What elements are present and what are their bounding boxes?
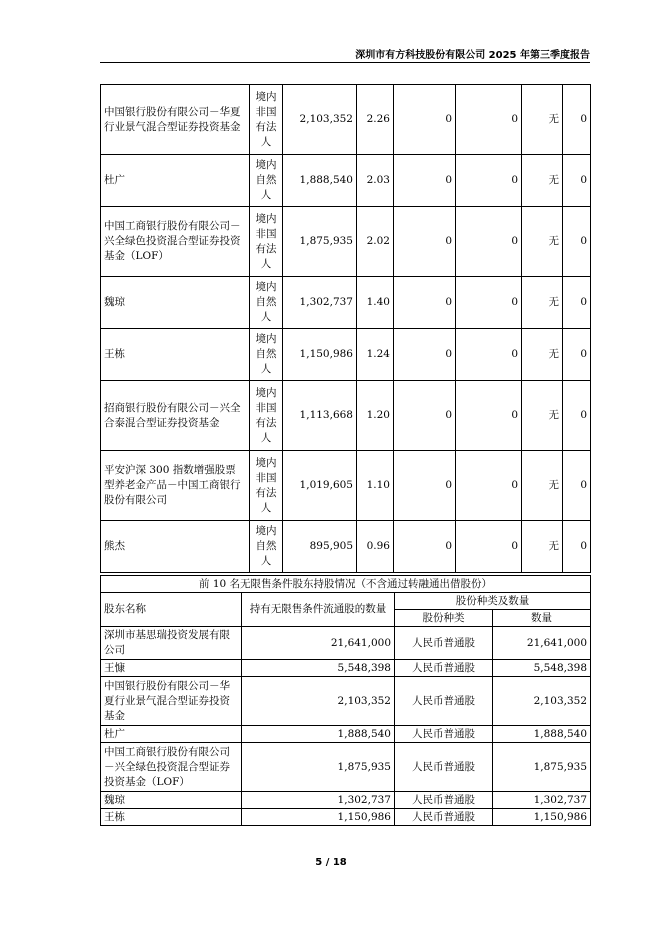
cell-status: 无 bbox=[522, 207, 563, 277]
cell-status: 无 bbox=[522, 381, 563, 451]
cell-qty: 0 bbox=[563, 521, 591, 573]
cell-pledged-incl: 0 bbox=[456, 451, 522, 521]
cell-name: 杜广 bbox=[101, 726, 242, 743]
cell-name: 中国工商银行股份有限公司－兴全绿色投资混合型证券投资基金（LOF） bbox=[101, 207, 250, 277]
table-row bbox=[101, 660, 591, 677]
cell-count: 2,103,352 bbox=[242, 677, 395, 726]
cell-status: 无 bbox=[522, 329, 563, 381]
cell-shares: 1,875,935 bbox=[283, 207, 357, 277]
cell-nature: 境内非国有法人 bbox=[250, 381, 283, 451]
cell-restricted: 0 bbox=[394, 521, 456, 573]
cell-class: 人民币普通股 bbox=[395, 677, 493, 726]
cell-status: 无 bbox=[522, 451, 563, 521]
table-row bbox=[101, 155, 591, 207]
table-row bbox=[101, 85, 591, 155]
cell-status: 无 bbox=[522, 521, 563, 573]
table-row bbox=[101, 792, 591, 809]
cell-qty: 21,641,000 bbox=[493, 627, 591, 660]
cell-name: 王栋 bbox=[101, 809, 242, 826]
cell-restricted: 0 bbox=[394, 207, 456, 277]
header-count: 持有无限售条件流通股的数量 bbox=[242, 593, 395, 627]
cell-qty: 1,875,935 bbox=[493, 743, 591, 792]
cell-name: 王慷 bbox=[101, 660, 242, 677]
cell-name: 杜广 bbox=[101, 155, 250, 207]
cell-name: 中国银行股份有限公司－华夏行业景气混合型证券投资基金 bbox=[101, 677, 242, 726]
cell-ratio: 1.20 bbox=[357, 381, 394, 451]
cell-count: 1,888,540 bbox=[242, 726, 395, 743]
cell-pledged-incl: 0 bbox=[456, 329, 522, 381]
unrestricted-holders-table bbox=[100, 575, 591, 826]
cell-status: 无 bbox=[522, 277, 563, 329]
cell-nature: 境内非国有法人 bbox=[250, 85, 283, 155]
cell-nature: 境内自然人 bbox=[250, 329, 283, 381]
cell-name: 深圳市基思瑞投资发展有限公司 bbox=[101, 627, 242, 660]
cell-qty: 0 bbox=[563, 381, 591, 451]
table-row bbox=[101, 207, 591, 277]
cell-shares: 1,888,540 bbox=[283, 155, 357, 207]
cell-nature: 境内自然人 bbox=[250, 277, 283, 329]
header-qty: 数量 bbox=[493, 610, 591, 627]
cell-ratio: 0.96 bbox=[357, 521, 394, 573]
cell-restricted: 0 bbox=[394, 451, 456, 521]
report-header: 深圳市有方科技股份有限公司 2025 年第三季度报告 bbox=[355, 50, 590, 61]
cell-count: 21,641,000 bbox=[242, 627, 395, 660]
cell-count: 1,875,935 bbox=[242, 743, 395, 792]
cell-qty: 0 bbox=[563, 329, 591, 381]
cell-nature: 境内非国有法人 bbox=[250, 207, 283, 277]
cell-pledged-incl: 0 bbox=[456, 277, 522, 329]
header-name: 股东名称 bbox=[101, 593, 242, 627]
cell-pledged-incl: 0 bbox=[456, 381, 522, 451]
cell-pledged-incl: 0 bbox=[456, 85, 522, 155]
cell-ratio: 2.02 bbox=[357, 207, 394, 277]
cell-class: 人民币普通股 bbox=[395, 627, 493, 660]
cell-qty: 0 bbox=[563, 451, 591, 521]
cell-nature: 境内自然人 bbox=[250, 521, 283, 573]
table-row bbox=[101, 726, 591, 743]
table-row bbox=[101, 329, 591, 381]
cell-ratio: 1.24 bbox=[357, 329, 394, 381]
cell-restricted: 0 bbox=[394, 155, 456, 207]
cell-name: 招商银行股份有限公司－兴全合泰混合型证券投资基金 bbox=[101, 381, 250, 451]
cell-qty: 0 bbox=[563, 207, 591, 277]
cell-qty: 5,548,398 bbox=[493, 660, 591, 677]
cell-class: 人民币普通股 bbox=[395, 660, 493, 677]
cell-shares: 1,113,668 bbox=[283, 381, 357, 451]
cell-ratio: 2.03 bbox=[357, 155, 394, 207]
cell-name: 中国工商银行股份有限公司－兴全绿色投资混合型证券投资基金（LOF） bbox=[101, 743, 242, 792]
cell-ratio: 2.26 bbox=[357, 85, 394, 155]
table-row bbox=[101, 451, 591, 521]
top-holders-table bbox=[100, 84, 591, 573]
cell-restricted: 0 bbox=[394, 85, 456, 155]
cell-shares: 2,103,352 bbox=[283, 85, 357, 155]
table-row bbox=[101, 677, 591, 726]
header-class-group: 股份种类及数量 bbox=[395, 593, 591, 610]
cell-class: 人民币普通股 bbox=[395, 792, 493, 809]
cell-class: 人民币普通股 bbox=[395, 743, 493, 792]
cell-restricted: 0 bbox=[394, 329, 456, 381]
cell-shares: 895,905 bbox=[283, 521, 357, 573]
cell-qty: 0 bbox=[563, 155, 591, 207]
cell-name: 中国银行股份有限公司－华夏行业景气混合型证券投资基金 bbox=[101, 85, 250, 155]
cell-name: 熊杰 bbox=[101, 521, 250, 573]
table-row bbox=[101, 277, 591, 329]
cell-qty: 2,103,352 bbox=[493, 677, 591, 726]
cell-name: 魏琼 bbox=[101, 792, 242, 809]
cell-restricted: 0 bbox=[394, 381, 456, 451]
cell-count: 5,548,398 bbox=[242, 660, 395, 677]
cell-restricted: 0 bbox=[394, 277, 456, 329]
cell-pledged-incl: 0 bbox=[456, 521, 522, 573]
cell-name: 魏琼 bbox=[101, 277, 250, 329]
cell-ratio: 1.40 bbox=[357, 277, 394, 329]
cell-nature: 境内非国有法人 bbox=[250, 451, 283, 521]
table-row bbox=[101, 743, 591, 792]
cell-count: 1,150,986 bbox=[242, 809, 395, 826]
cell-shares: 1,302,737 bbox=[283, 277, 357, 329]
header-rule bbox=[100, 62, 590, 63]
cell-qty: 0 bbox=[563, 277, 591, 329]
table-row bbox=[101, 809, 591, 826]
cell-nature: 境内自然人 bbox=[250, 155, 283, 207]
table-row bbox=[101, 381, 591, 451]
cell-shares: 1,150,986 bbox=[283, 329, 357, 381]
cell-pledged-incl: 0 bbox=[456, 207, 522, 277]
cell-status: 无 bbox=[522, 85, 563, 155]
cell-class: 人民币普通股 bbox=[395, 809, 493, 826]
cell-qty: 1,302,737 bbox=[493, 792, 591, 809]
page-number: 5 / 18 bbox=[315, 857, 347, 868]
cell-shares: 1,019,605 bbox=[283, 451, 357, 521]
header-class: 股份种类 bbox=[395, 610, 493, 627]
table-row bbox=[101, 521, 591, 573]
cell-ratio: 1.10 bbox=[357, 451, 394, 521]
cell-count: 1,302,737 bbox=[242, 792, 395, 809]
cell-qty: 1,150,986 bbox=[493, 809, 591, 826]
cell-name: 王栋 bbox=[101, 329, 250, 381]
cell-class: 人民币普通股 bbox=[395, 726, 493, 743]
cell-pledged-incl: 0 bbox=[456, 155, 522, 207]
table-row bbox=[101, 627, 591, 660]
unrestricted-table-title: 前 10 名无限售条件股东持股情况（不含通过转融通出借股份） bbox=[101, 576, 591, 593]
cell-qty: 0 bbox=[563, 85, 591, 155]
cell-name: 平安沪深 300 指数增强股票型养老金产品－中国工商银行股份有限公司 bbox=[101, 451, 250, 521]
cell-qty: 1,888,540 bbox=[493, 726, 591, 743]
cell-status: 无 bbox=[522, 155, 563, 207]
